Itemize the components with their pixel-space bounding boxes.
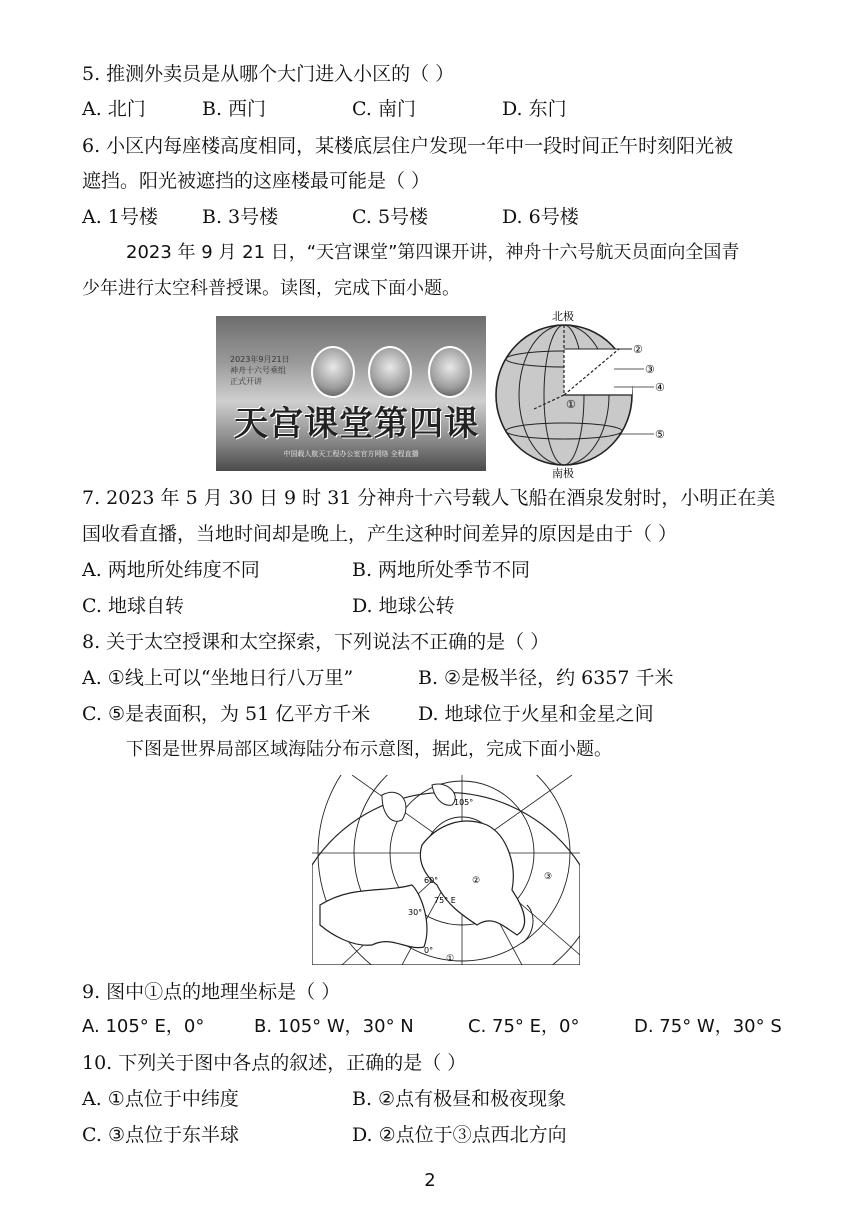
banner-date-text: 2023年9月21日 神舟十六号乘组 正式开讲 xyxy=(230,355,290,386)
globe-marker-1: ① xyxy=(566,398,576,411)
q5-option-c: C. 南门 xyxy=(352,98,416,120)
q8-option-d: D. 地球位于火星和金星之间 xyxy=(418,703,654,725)
tiangong-classroom-banner xyxy=(216,316,486,471)
q9-option-d: D. 75° W，30° S xyxy=(634,1016,782,1037)
q9-option-b: B. 105° W，30° N xyxy=(254,1016,414,1037)
south-pole-label: 南极 xyxy=(552,467,574,479)
map-marker-2: ② xyxy=(472,876,481,886)
question-10: 10. 下列关于图中各点的叙述，正确的是（ ） xyxy=(82,1052,467,1074)
q5-option-a: A. 北门 xyxy=(82,98,146,120)
banner-footer: 中国载人航天工程办公室官方网络 全程直播 xyxy=(283,450,419,458)
globe-marker-3: ③ xyxy=(645,363,655,376)
q10-option-a: A. ①点位于中纬度 xyxy=(82,1088,239,1110)
question-9: 9. 图中①点的地理坐标是（ ） xyxy=(82,981,341,1003)
globe-marker-2: ② xyxy=(633,343,643,356)
map-label-60: 60° xyxy=(424,876,439,885)
astronaut-photo-2 xyxy=(368,346,412,398)
map-label-105: 105° xyxy=(454,798,474,807)
map-label-0: 0° xyxy=(424,946,434,955)
q7-option-a: A. 两地所处纬度不同 xyxy=(82,559,260,581)
intro-1-line-1: 2023 年 9 月 21 日，“天宫课堂”第四课开讲，神舟十六号航天员面向全国青 xyxy=(126,242,740,263)
intro-2: 下图是世界局部区域海陆分布示意图，据此，完成下面小题。 xyxy=(126,739,612,760)
question-7-line-2: 国收看直播，当地时间却是晚上，产生这种时间差异的原因是由于（ ） xyxy=(82,523,678,545)
q7-option-b: B. 两地所处季节不同 xyxy=(352,559,531,581)
q5-option-d: D. 东门 xyxy=(502,98,567,120)
globe-marker-5: ⑤ xyxy=(655,428,665,441)
map-marker-1: ① xyxy=(446,954,455,964)
q10-option-d: D. ②点位于③点西北方向 xyxy=(352,1124,567,1146)
question-6-line-1: 6. 小区内每座楼高度相同，某楼底层住户发现一年中一段时间正午时刻阳光被 xyxy=(82,135,734,157)
map-label-75e: 75° E xyxy=(434,896,456,905)
q6-option-d: D. 6号楼 xyxy=(502,206,579,228)
question-6-line-2: 遮挡。阳光被遮挡的这座楼最可能是（ ） xyxy=(82,170,431,192)
q9-option-a: A. 105° E，0° xyxy=(82,1016,205,1037)
map-label-30: 30° xyxy=(408,908,423,917)
banner-title: 天宫课堂第四课 xyxy=(234,404,479,444)
q9-option-c: C. 75° E，0° xyxy=(468,1016,580,1037)
intro-1-line-2: 少年进行太空科普授课。读图，完成下面小题。 xyxy=(82,278,460,299)
question-7-line-1: 7. 2023 年 5 月 30 日 9 时 31 分神舟十六号载人飞船在酒泉发射时，小明正在美 xyxy=(82,487,776,509)
q10-option-b: B. ②点有极昼和极夜现象 xyxy=(352,1088,567,1110)
q7-option-d: D. 地球公转 xyxy=(352,595,455,617)
north-pole-label: 北极 xyxy=(552,310,574,323)
q6-option-b: B. 3号楼 xyxy=(202,206,279,228)
question-5: 5. 推测外卖员是从哪个大门进入小区的（ ） xyxy=(82,63,455,85)
q8-option-b: B. ②是极半径，约 6357 千米 xyxy=(418,667,674,689)
polar-region-map xyxy=(312,775,580,965)
map-marker-3: ③ xyxy=(544,872,553,882)
q8-option-a: A. ①线上可以“坐地日行八万里” xyxy=(82,667,354,689)
q8-option-c: C. ⑤是表面积，为 51 亿平方千米 xyxy=(82,703,371,725)
q5-option-b: B. 西门 xyxy=(202,98,267,120)
earth-globe-diagram xyxy=(494,309,684,479)
q6-option-a: A. 1号楼 xyxy=(82,206,158,228)
q7-option-c: C. 地球自转 xyxy=(82,595,184,617)
question-8: 8. 关于太空授课和太空探索，下列说法不正确的是（ ） xyxy=(82,631,550,653)
q6-option-c: C. 5号楼 xyxy=(352,206,429,228)
astronaut-photo-1 xyxy=(311,346,355,398)
q10-option-c: C. ③点位于东半球 xyxy=(82,1124,239,1146)
astronaut-photo-3 xyxy=(428,346,472,398)
globe-marker-4: ④ xyxy=(655,381,665,394)
page-number: 2 xyxy=(424,1170,436,1191)
